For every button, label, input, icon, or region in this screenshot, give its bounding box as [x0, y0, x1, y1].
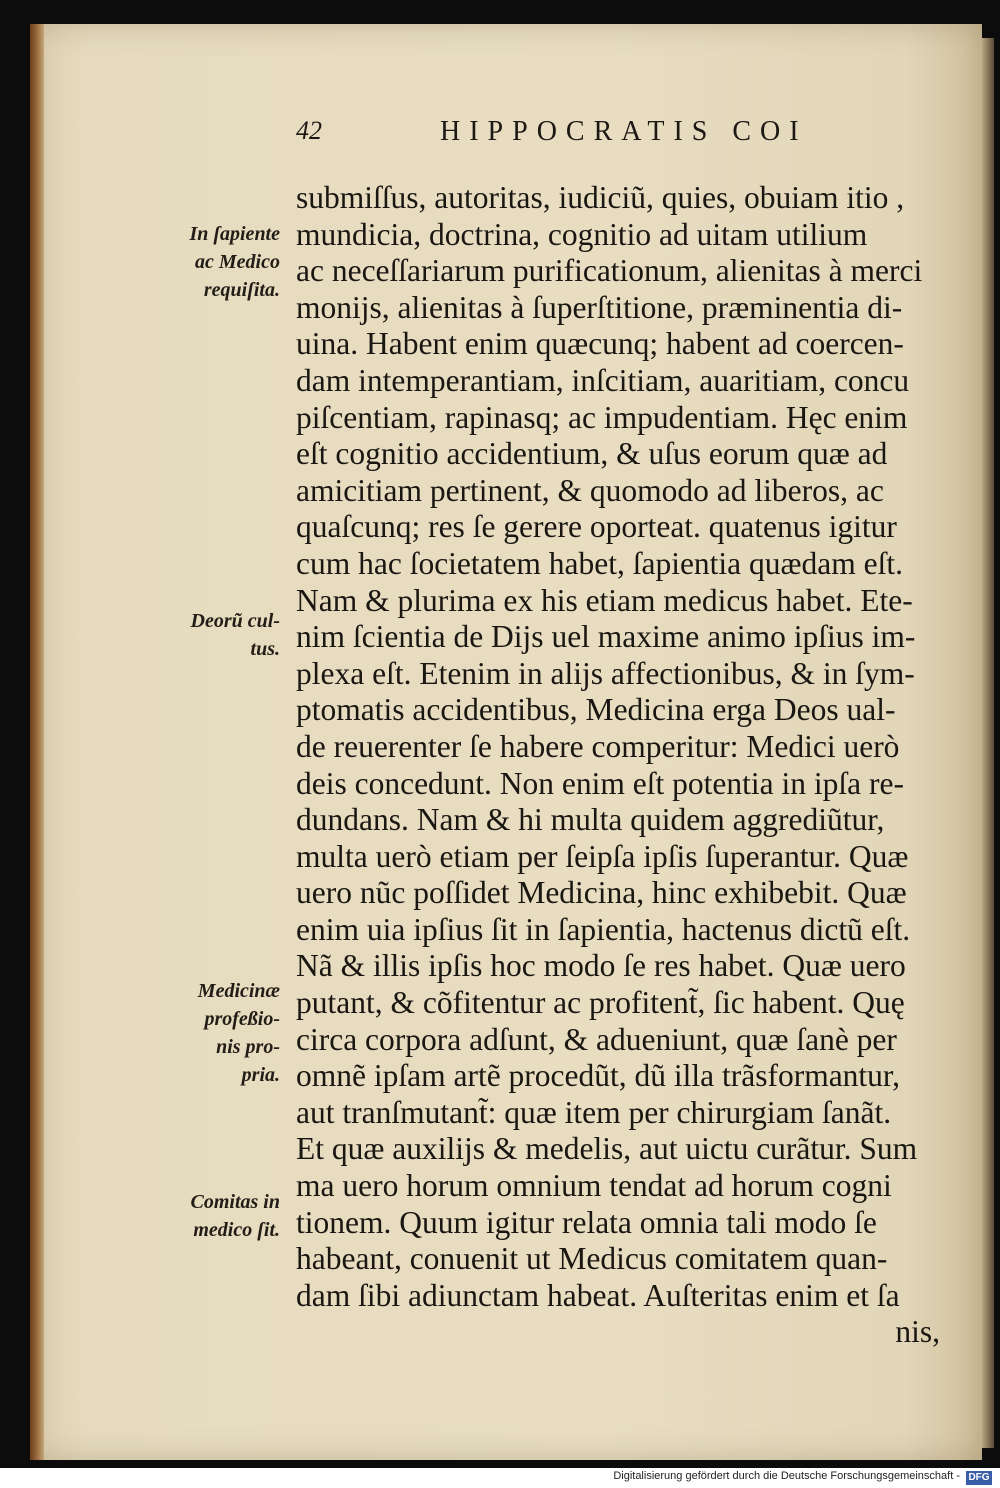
- text-line: multa uerò etiam per ſeipſa ipſis ſuperantur. Quæ: [296, 838, 909, 874]
- text-line: deis concedunt. Non enim eſt potentia in ipſa re-: [296, 765, 904, 801]
- text-line: Et quæ auxilijs & medelis, aut uictu curãtur. Sum: [296, 1131, 918, 1167]
- margin-note-line: nis pro-: [216, 1036, 280, 1058]
- text-line: circa corpora adſunt, & adueniunt, quæ ſanè per: [296, 1021, 897, 1057]
- text-line: quaſcunq; res ſe gerere oporteat. quatenus igitur: [296, 509, 897, 545]
- margin-note-line: requiſita.: [203, 279, 280, 301]
- margin-note-comity: [191, 1188, 280, 1244]
- text-line: ptomatis accidentibus, Medicina erga Deos ual-: [296, 692, 896, 728]
- text-line: uina. Habent enim quæcunq; habent ad coercen-: [296, 326, 904, 362]
- margin-note-line: Deorũ cul-: [190, 610, 280, 632]
- text-line: mundicia, doctrina, cognitio ad uitam utilium: [296, 216, 868, 252]
- text-line: habeant, conuenit ut Medicus comitatem quan-: [296, 1241, 888, 1277]
- text-line: putant, & cõfitentur ac profitent̃, ſic habent. Quę: [296, 985, 905, 1021]
- text-line: nim ſcientia de Dijs uel maxime animo ipſius im-: [296, 619, 916, 655]
- margin-note-line: profeßio-: [204, 1008, 280, 1030]
- text-line: ac neceſſariarum purificationum, alienitas à merci: [296, 253, 923, 289]
- margin-note-gods: [191, 607, 280, 663]
- text-line: dundans. Nam & hi multa quidem aggrediũtur,: [296, 802, 885, 838]
- text-line: piſcentiam, rapinasq; ac impudentiam. Hęc enim: [296, 399, 908, 435]
- funding-credit: Digitalisierung gefördert durch die Deutsche Forschungsgemeinschaft -: [613, 1470, 960, 1482]
- footer-bar: [0, 1468, 1000, 1488]
- text-line: dam ſibi adiunctam habeat. Auſteritas enim et ſa: [296, 1277, 900, 1313]
- text-line: Nã & illis ipſis hoc modo ſe res habet. Quæ uero: [296, 948, 906, 984]
- margin-note-medicine: [198, 977, 280, 1089]
- text-line: cum hac ſocietatem habet, ſapientia quædam eſt.: [296, 545, 904, 581]
- margin-note-line: Medicinæ: [197, 980, 280, 1002]
- margin-note-line: tus.: [250, 638, 280, 660]
- text-line: enim uia ipſius ſit in ſapientia, hactenus dictũ eſt.: [296, 911, 911, 947]
- text-line: amicitiam pertinent, & quomodo ad liberos, ac: [296, 472, 884, 508]
- page-number: 42: [296, 116, 322, 145]
- text-line: tionem. Quum igitur relata omnia tali modo ſe: [296, 1204, 877, 1240]
- margin-note-line: medico ſit.: [193, 1219, 280, 1241]
- text-line: submiſſus, autoritas, iudiciũ, quies, obuiam itio ,: [296, 180, 905, 215]
- catchword: nis,: [895, 1314, 940, 1350]
- margin-note-line: Comitas in: [190, 1191, 280, 1213]
- page-fore-edge: [982, 38, 994, 1448]
- text-line: omnẽ ipſam artẽ procedũt, dũ illa trãsformantur,: [296, 1058, 901, 1094]
- running-head-title: HIPPOCRATIS COI: [440, 116, 808, 147]
- margin-note-line: ac Medico: [195, 251, 280, 273]
- dfg-logo: DFG: [966, 1471, 992, 1485]
- text-line: Nam & plurima ex his etiam medicus habet. Ete-: [296, 582, 913, 618]
- page-binding-edge: [30, 24, 44, 1460]
- text-line: de reuerenter ſe habere comperitur: Medici uerò: [296, 728, 900, 764]
- text-line: monijs, alienitas à ſuperſtitione, præminentia di-: [296, 289, 903, 325]
- body-text: [296, 180, 956, 1351]
- text-line: eſt cognitio accidentium, & uſus eorum quæ ad: [296, 436, 888, 472]
- text-line: dam intemperantiam, inſcitiam, auaritiam, concu: [296, 362, 910, 398]
- margin-note-wisdom: [189, 220, 280, 304]
- margin-note-line: pria.: [241, 1064, 280, 1086]
- text-line: ma uero horum omnium tendat ad horum cogni: [296, 1168, 892, 1204]
- text-line: uero nũc poſſidet Medicina, hinc exhibebit. Quæ: [296, 875, 907, 911]
- text-line: aut tranſmutant̃: quæ item per chirurgiam ſanãt.: [296, 1094, 892, 1130]
- margin-note-line: In ſapiente: [189, 223, 280, 245]
- text-line: plexa eſt. Etenim in alijs affectionibus, & in ſym-: [296, 655, 915, 691]
